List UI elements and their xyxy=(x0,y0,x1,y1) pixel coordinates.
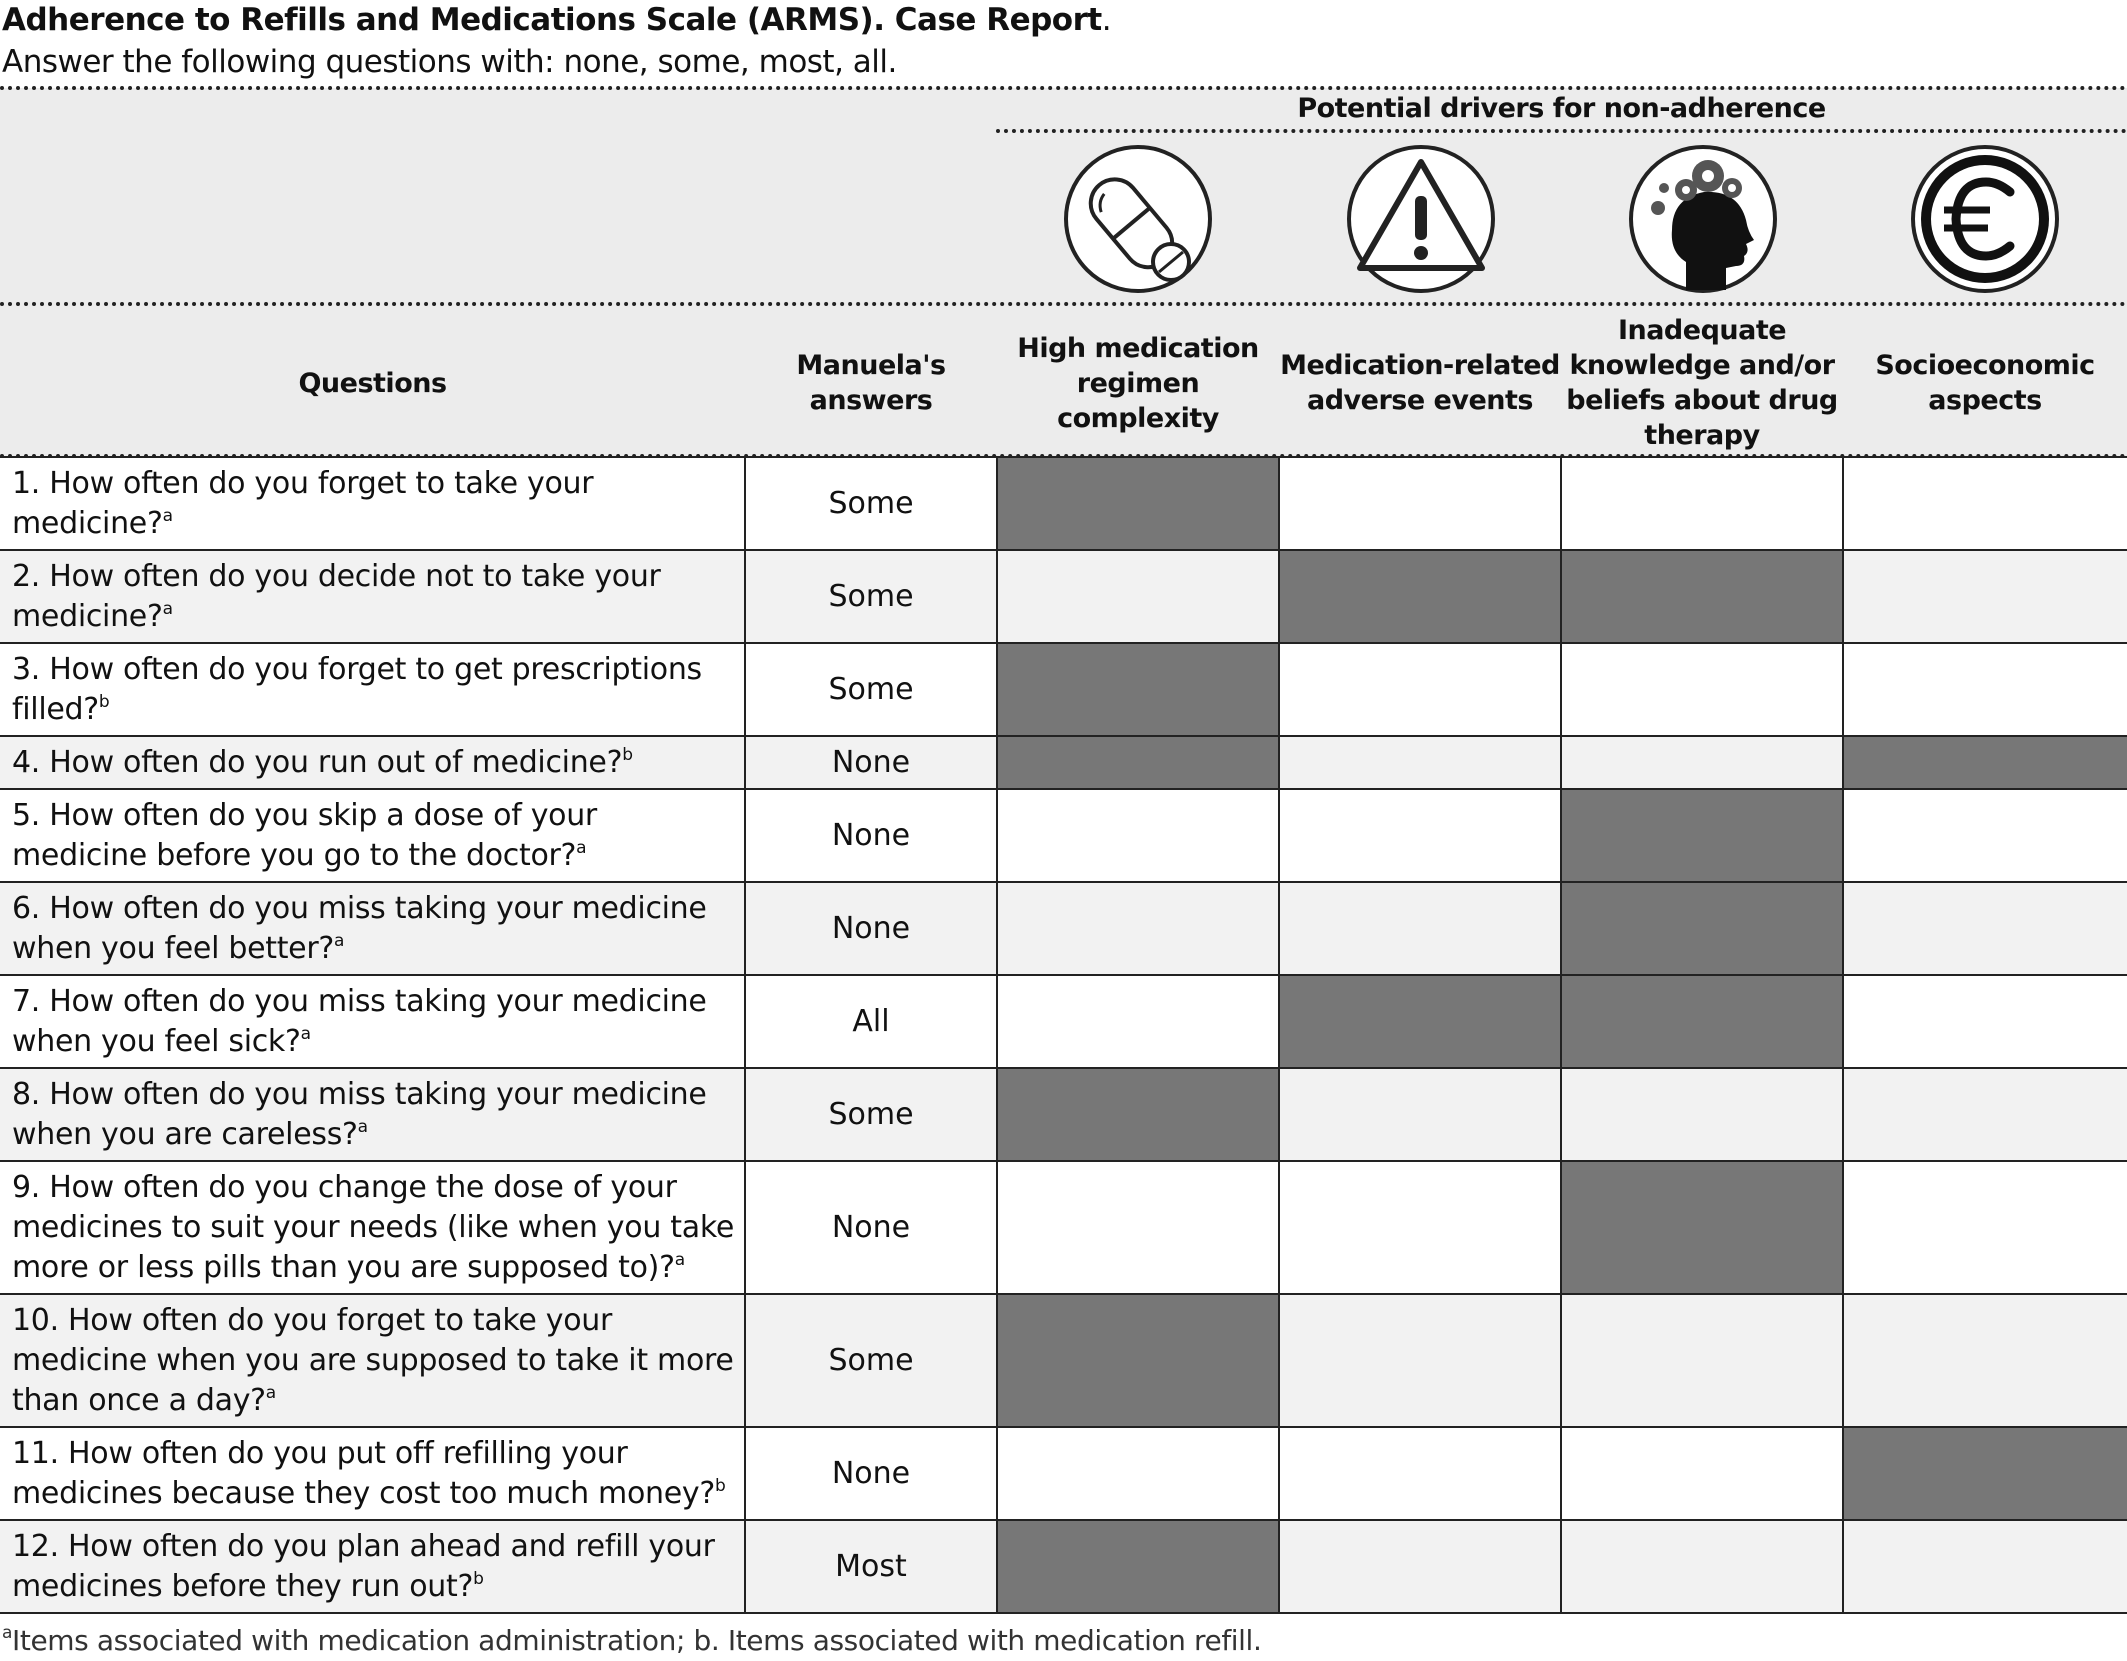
driver-cell xyxy=(997,1520,1279,1613)
question-cell: 2. How often do you decide not to take your medicine?$^a$ xyxy=(0,550,745,643)
driver-cell xyxy=(1279,1294,1561,1427)
driver-cell xyxy=(1561,643,1843,736)
answer-cell: Some xyxy=(745,643,997,736)
header-driver-complexity: High medication regimen complexity xyxy=(1017,332,1259,434)
table-row xyxy=(0,457,2127,550)
header-questions: Questions xyxy=(298,367,447,399)
driver-cell xyxy=(1843,736,2127,789)
driver-cell xyxy=(1561,1520,1843,1613)
driver-cell xyxy=(1843,1520,2127,1613)
driver-cell xyxy=(997,457,1279,550)
answer-cell: None xyxy=(745,736,997,789)
driver-cell xyxy=(1561,882,1843,975)
answer-cell: Some xyxy=(745,1294,997,1427)
driver-cell xyxy=(1279,882,1561,975)
driver-cell xyxy=(1843,1068,2127,1161)
table-row xyxy=(0,975,2127,1068)
header-driver-knowledge: Inadequate knowledge and/or beliefs about drug therapy xyxy=(1566,315,1838,451)
table-row xyxy=(0,882,2127,975)
footnote: $^a$Items associated with medication administration; b. Items associated with medication refill. xyxy=(2,1623,1262,1657)
pill-capsule-icon xyxy=(1063,144,1213,294)
driver-cell xyxy=(1279,1161,1561,1294)
answer-cell: Some xyxy=(745,550,997,643)
answer-cell: None xyxy=(745,882,997,975)
driver-cell xyxy=(1561,1427,1843,1520)
table-row xyxy=(0,789,2127,882)
table-row xyxy=(0,550,2127,643)
head-gears-icon xyxy=(1628,144,1778,294)
driver-cell xyxy=(1843,789,2127,882)
table-row xyxy=(0,643,2127,736)
driver-cell xyxy=(997,882,1279,975)
driver-cell xyxy=(1561,736,1843,789)
drivers-title: Potential drivers for non-adherence xyxy=(1297,93,1826,124)
question-cell: 12. How often do you plan ahead and refill your medicines before they run out?$^b$ xyxy=(0,1520,745,1613)
driver-cell xyxy=(1279,1068,1561,1161)
driver-cell xyxy=(1843,643,2127,736)
driver-cell xyxy=(1561,1294,1843,1427)
driver-cell xyxy=(1843,975,2127,1068)
driver-cell xyxy=(1279,457,1561,550)
question-cell: 10. How often do you forget to take your medicine when you are supposed to take it more than once a day?$^a$ xyxy=(0,1294,745,1427)
driver-cell xyxy=(997,1068,1279,1161)
driver-cell xyxy=(1279,736,1561,789)
driver-cell xyxy=(1561,1068,1843,1161)
warning-triangle-icon xyxy=(1346,144,1496,294)
table-row xyxy=(0,1161,2127,1294)
question-cell: 7. How often do you miss taking your medicine when you feel sick?$^a$ xyxy=(0,975,745,1068)
answer-cell: None xyxy=(745,789,997,882)
driver-cell xyxy=(997,1161,1279,1294)
arms-table xyxy=(0,456,2127,1614)
question-cell: 3. How often do you forget to get prescriptions filled?$^b$ xyxy=(0,643,745,736)
driver-cell xyxy=(997,550,1279,643)
answer-cell: Some xyxy=(745,457,997,550)
driver-cell xyxy=(1279,1520,1561,1613)
table-row xyxy=(0,1427,2127,1520)
answer-cell: Some xyxy=(745,1068,997,1161)
driver-cell xyxy=(1843,550,2127,643)
table-row xyxy=(0,1068,2127,1161)
icons-divider xyxy=(0,302,2127,306)
driver-cell xyxy=(1279,643,1561,736)
euro-coin-icon xyxy=(1910,144,2060,294)
driver-cell xyxy=(997,789,1279,882)
drivers-divider xyxy=(996,129,2127,133)
question-cell: 8. How often do you miss taking your medicine when you are careless?$^a$ xyxy=(0,1068,745,1161)
driver-cell xyxy=(997,643,1279,736)
driver-cell xyxy=(1279,975,1561,1068)
driver-cell xyxy=(1561,789,1843,882)
driver-cell xyxy=(997,736,1279,789)
driver-cell xyxy=(1279,1427,1561,1520)
driver-cell xyxy=(1561,1161,1843,1294)
top-divider xyxy=(0,86,2127,90)
header-driver-socioeconomic: Socioeconomic aspects xyxy=(1875,350,2095,416)
table-row xyxy=(0,1294,2127,1427)
driver-cell xyxy=(1843,882,2127,975)
driver-cell xyxy=(997,975,1279,1068)
driver-cell xyxy=(1279,789,1561,882)
driver-cell xyxy=(1561,457,1843,550)
question-cell: 9. How often do you change the dose of your medicines to suit your needs (like when you take more or less pills than you are supposed to)?$^a$ xyxy=(0,1161,745,1294)
question-cell: 11. How often do you put off refilling your medicines because they cost too much money?$^b$ xyxy=(0,1427,745,1520)
page-title: Adherence to Refills and Medications Scale (ARMS). Case Report. xyxy=(2,2,1112,38)
table-row xyxy=(0,736,2127,789)
answer-cell: Most xyxy=(745,1520,997,1613)
answer-cell: None xyxy=(745,1427,997,1520)
answer-cell: All xyxy=(745,975,997,1068)
driver-cell xyxy=(997,1294,1279,1427)
question-cell: 1. How often do you forget to take your medicine?$^a$ xyxy=(0,457,745,550)
driver-cell xyxy=(1279,550,1561,643)
header-answers: Manuela's answers xyxy=(796,350,946,416)
question-cell: 4. How often do you run out of medicine?$^b$ xyxy=(0,736,745,789)
driver-cell xyxy=(1561,550,1843,643)
header-driver-adverse-events: Medication-related adverse events xyxy=(1280,350,1560,416)
driver-cell xyxy=(1561,975,1843,1068)
page-subtitle: Answer the following questions with: none, some, most, all. xyxy=(2,44,897,80)
driver-cell xyxy=(1843,1427,2127,1520)
answer-cell: None xyxy=(745,1161,997,1294)
question-cell: 5. How often do you skip a dose of your medicine before you go to the doctor?$^a$ xyxy=(0,789,745,882)
driver-cell xyxy=(1843,457,2127,550)
driver-cell xyxy=(1843,1294,2127,1427)
driver-cell xyxy=(1843,1161,2127,1294)
question-cell: 6. How often do you miss taking your medicine when you feel better?$^a$ xyxy=(0,882,745,975)
table-row xyxy=(0,1520,2127,1613)
driver-cell xyxy=(997,1427,1279,1520)
